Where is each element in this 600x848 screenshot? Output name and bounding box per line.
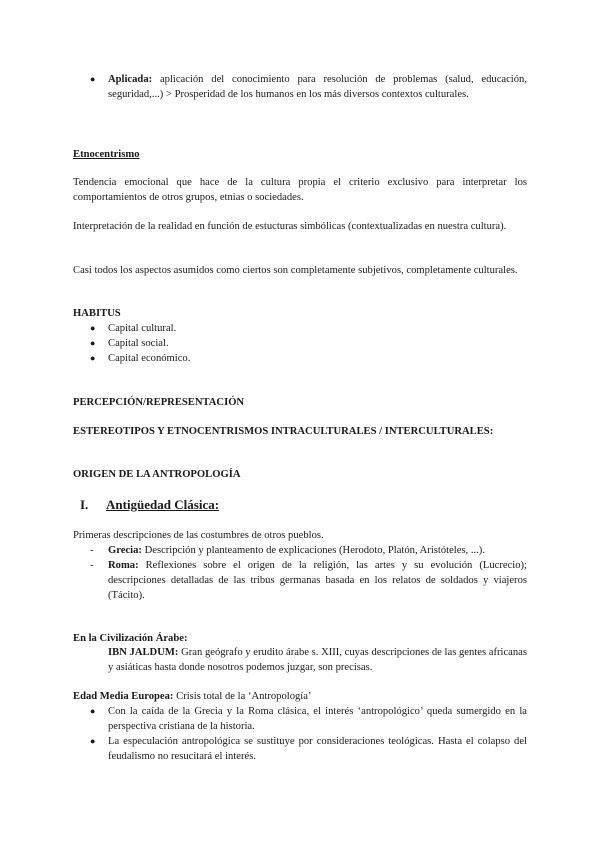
bullet-icon: ● [90, 74, 96, 84]
aplicada-bullet [90, 72, 527, 102]
arabe-paragraph [108, 645, 527, 675]
aplicada-text: aplicación del conocimiento para resolución de problemas (salud, educación, seguridad,...) > Prosperidad de los humanos en los más diversos contextos culturales. [108, 74, 527, 100]
habitus-heading: HABITUS [73, 308, 121, 319]
estereotipos-heading: ESTEREOTIPOS Y ETNOCENTRISMOS INTRACULTURALES / INTERCULTURALES: [73, 426, 494, 437]
edad-media-item: Con la caída de la Grecia y la Roma clásica, el interés ‘antropológico’ queda sumergido en la perspectiva cristiana de la historia. [108, 706, 527, 732]
origen-heading: ORIGEN DE LA ANTROPOLOGÍA [73, 469, 241, 480]
roma-text: Reflexiones sobre el origen de la religión, las artes y su evolución (Lucrecio); descripciones detalladas de las tribus germanas basada en los relatos de soldados y viajeros (Tácito). [108, 560, 527, 601]
edad-media-item: La especulación antropológica se sustituye por consideraciones teológicas. Hasta el colapso del feudalismo no resucitará el interés. [108, 736, 527, 762]
list-item [90, 734, 527, 764]
edad-media-label: Edad Media Europea: [73, 691, 174, 702]
section-title [80, 496, 219, 514]
list-item [90, 704, 527, 734]
etnocentrismo-paragraph-2: Interpretación de la realidad en función de estucturas simbólicas (contextualizadas en nuestra cultura). [73, 221, 507, 232]
habitus-item: Capital económico. [108, 353, 191, 364]
roma-label: Roma: [108, 560, 139, 571]
bullet-icon: ● [90, 353, 96, 363]
percepcion-heading: PERCEPCIÓN/REPRESENTACIÓN [73, 397, 245, 408]
edad-media-line [73, 689, 527, 704]
list-item [90, 336, 527, 351]
bullet-icon: ● [90, 338, 96, 348]
list-item [90, 351, 527, 366]
bullet-icon: ● [90, 706, 96, 716]
bullet-icon: ● [90, 736, 96, 746]
habitus-item: Capital cultural. [108, 323, 177, 334]
grecia-label: Grecia: [108, 545, 142, 556]
etnocentrismo-paragraph-1: Tendencia emocional que hace de la cultura propia el criterio exclusivo para interpretar los comportamientos de otros grupos, etnias o sociedades. [73, 177, 527, 203]
arabe-label: IBN JALDUM: [108, 647, 179, 658]
roma-item [90, 558, 527, 603]
bullet-icon: ● [90, 323, 96, 333]
list-item [90, 321, 527, 336]
dash-icon: - [90, 545, 94, 556]
etnocentrismo-paragraph-3: Casi todos los aspectos asumidos como ciertos son completamente subjetivos, completamente culturales. [73, 265, 518, 276]
grecia-item [90, 543, 527, 558]
grecia-text: Descripción y planteamento de explicaciones (Herodoto, Platón, Aristóteles, ...). [144, 545, 485, 556]
dash-icon: - [90, 560, 94, 571]
section-intro: Primeras descripciones de las costumbres de otros pueblos. [73, 530, 324, 541]
edad-media-text: Crisis total de la ‘Antropología’ [176, 691, 312, 702]
section-numeral: I. [80, 497, 89, 512]
arabe-heading: En la Civilización Árabe: [73, 633, 188, 644]
habitus-item: Capital social. [108, 338, 169, 349]
etnocentrismo-heading: Etnocentrismo [73, 149, 140, 160]
arabe-text: Gran geógrafo y erudito árabe s. XIII, cuyas descripciones de las gentes africanas y asiáticas hasta donde nosotros podemos juzgar, son precisas. [108, 647, 527, 673]
aplicada-label: Aplicada: [108, 74, 153, 85]
section-title-text: Antigüedad Clásica: [106, 497, 220, 512]
